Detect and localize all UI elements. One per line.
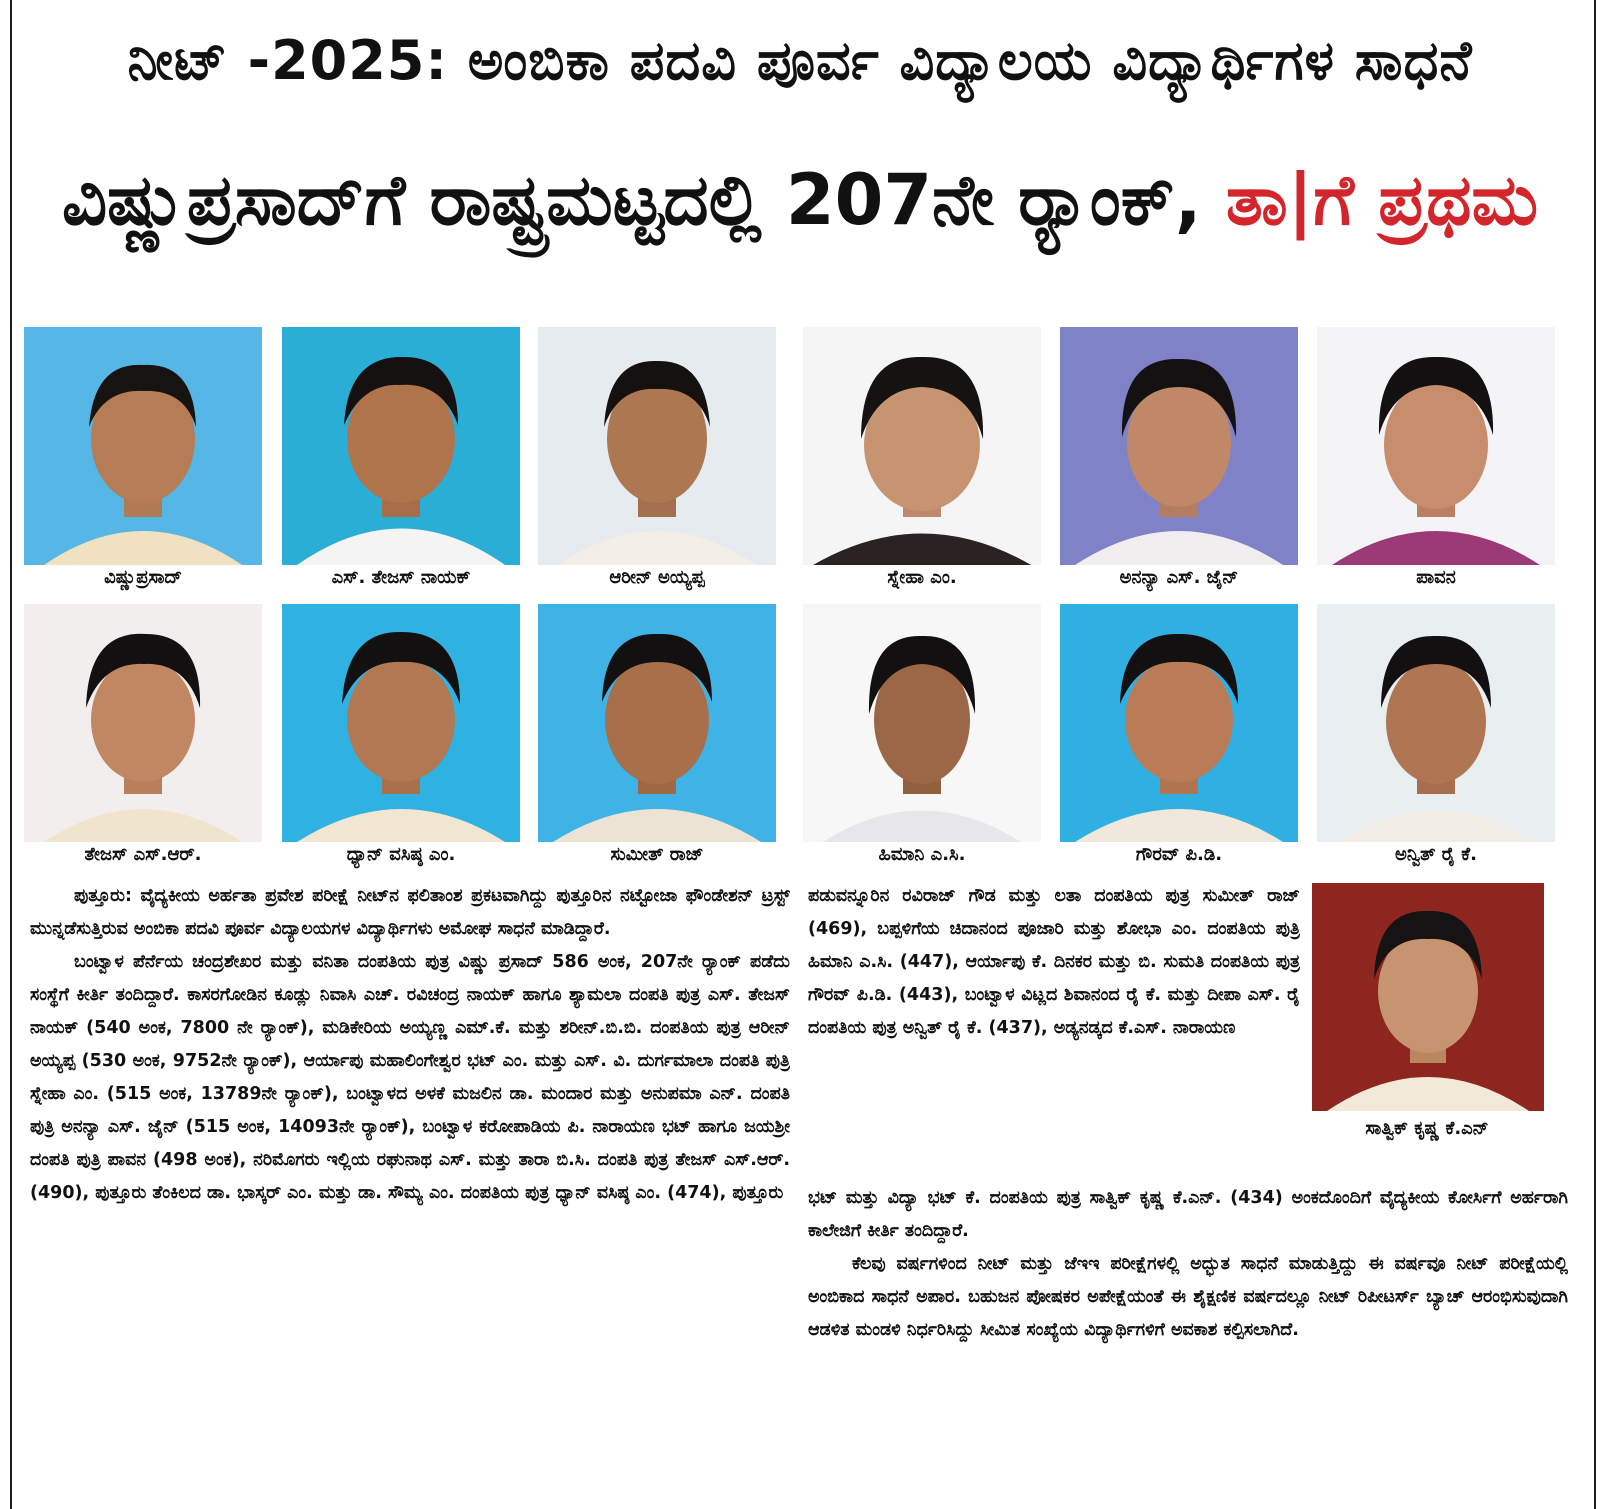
portrait-image — [282, 604, 520, 842]
headline-main-black: ವಿಷ್ಣುಪ್ರಸಾದ್‌ಗೆ ರಾಷ್ಟ್ರಮಟ್ಟದಲ್ಲಿ 207ನೇ ರ‍್ಯಾಂಕ್, — [61, 159, 1202, 241]
student-photo — [1317, 327, 1555, 565]
portrait-image — [1317, 327, 1555, 565]
portrait-image — [803, 327, 1041, 565]
portrait-image — [538, 604, 776, 842]
article-paragraph: ಪಡುವನ್ನೂರಿನ ರವಿರಾಜ್ ಗೌಡ ಮತ್ತು ಲತಾ ದಂಪತಿಯ ಪುತ್ರ ಸುಮೀತ್ ರಾಜ್ (469), ಬಪ್ಪಳಿಗೆಯ ಚಿದಾನಂದ ಪೂಜಾರಿ ಮತ್ತು ಶೋಭಾ ಎಂ. ದಂಪತಿಯ ಪುತ್ರಿ ಹಿಮಾನಿ ಎ.ಸಿ. (447), ಆರ್ಯಾಪು ಕೆ. ದಿನಕರ ಮತ್ತು ಬಿ. ಸುಮತಿ ದಂಪತಿಯ ಪುತ್ರ ಗೌರವ್ ಪಿ.ಡಿ. (443), ಬಂಟ್ವಾಳ ವಿಟ್ಲದ ಶಿವಾನಂದ ರೈ ಕೆ. ಮತ್ತು ದೀಪಾ ಎಸ್. ರೈ ದಂಪತಿಯ ಪುತ್ರ ಅನ್ವಿತ್ ರೈ ಕೆ. (437), ಅಡ್ಯನಡ್ಕದ ಕೆ.ಎಸ್. ನಾರಾಯಣ — [808, 886, 1300, 1038]
student-name-caption: ವಿಷ್ಣುಪ್ರಸಾದ್ — [104, 567, 182, 588]
student-photo — [803, 604, 1041, 842]
student-name-caption: ಗೌರವ್ ಪಿ.ಡಿ. — [1135, 844, 1223, 865]
student-name-caption: ಸುಮೀತ್ ರಾಜ್ — [610, 844, 704, 865]
featured-student-caption: ಸಾತ್ವಿಕ್ ಕೃಷ್ಣ ಕೆ.ಎನ್ — [1365, 1118, 1489, 1139]
article-paragraph: ಭಟ್ ಮತ್ತು ವಿದ್ಯಾ ಭಟ್ ಕೆ. ದಂಪತಿಯ ಪುತ್ರ ಸಾತ್ವಿಕ್ ಕೃಷ್ಣ ಕೆ.ಎನ್. (434) ಅಂಕದೊಂದಿಗೆ ವೈದ್ಯಕೀಯ ಕೋರ್ಸಿಗೆ ಅರ್ಹರಾಗಿ ಕಾಲೇಜಿಗೆ ಕೀರ್ತಿ ತಂದಿದ್ದಾರೆ. — [808, 1188, 1568, 1241]
article-paragraph: ಪುತ್ತೂರು: ವೈದ್ಯಕೀಯ ಅರ್ಹತಾ ಪ್ರವೇಶ ಪರೀಕ್ಷೆ ನೀಟ್‌ನ ಫಲಿತಾಂಶ ಪ್ರಕಟವಾಗಿದ್ದು ಪುತ್ತೂರಿನ ನಟ್ಟೋಜಾ ಫೌಂಡೇಶನ್ ಟ್ರಸ್ಟ್ ಮುನ್ನಡೆಸುತ್ತಿರುವ ಅಂಬಿಕಾ ಪದವಿ ಪೂರ್ವ ವಿದ್ಯಾಲಯಗಳ ವಿದ್ಯಾರ್ಥಿಗಳು ಅಮೋಘ ಸಾಧನೆ ಮಾಡಿದ್ದಾರೆ. — [30, 886, 790, 939]
left-border — [10, 0, 12, 1509]
student-name-caption: ಹಿಮಾನಿ ಎ.ಸಿ. — [878, 844, 966, 865]
article-column-left — [30, 880, 790, 1490]
headline-kicker: ನೀಟ್ -2025: ಅಂಬಿಕಾ ಪದವಿ ಪೂರ್ವ ವಿದ್ಯಾಲಯ ವಿದ್ಯಾರ್ಥಿಗಳ ಸಾಧನೆ — [127, 29, 1473, 92]
student-photo — [1317, 604, 1555, 842]
portrait-image — [1060, 327, 1298, 565]
student-name-caption: ಎಸ್. ತೇಜಸ್ ನಾಯಕ್ — [331, 567, 471, 588]
student-photo — [1060, 604, 1298, 842]
student-name-caption: ಧ್ಯಾನ್ ವಸಿಷ್ಠ ಎಂ. — [346, 844, 456, 865]
article-paragraph: ಕೆಲವು ವರ್ಷಗಳಿಂದ ನೀಟ್ ಮತ್ತು ಜೆಇಇ ಪರೀಕ್ಷೆಗಳಲ್ಲಿ ಅದ್ಭುತ ಸಾಧನೆ ಮಾಡುತ್ತಿದ್ದು ಈ ವರ್ಷವೂ ನೀಟ್ ಪರೀಕ್ಷೆಯಲ್ಲಿ ಅಂಬಿಕಾದ ಸಾಧನೆ ಅಪಾರ. ಬಹುಜನ ಪೋಷಕರ ಅಪೇಕ್ಷೆಯಂತೆ ಈ ಶೈಕ್ಷಣಿಕ ವರ್ಷದಲ್ಲೂ ನೀಟ್ ರಿಪೀಟರ್ಸ್ ಬ್ಯಾಚ್ ಆರಂಭಿಸುವುದಾಗಿ ಆಡಳಿತ ಮಂಡಳಿ ನಿರ್ಧರಿಸಿದ್ದು ಸೀಮಿತ ಸಂಖ್ಯೆಯ ವಿದ್ಯಾರ್ಥಿಗಳಿಗೆ ಅವಕಾಶ ಕಲ್ಪಿಸಲಾಗಿದೆ. — [808, 1254, 1568, 1340]
portrait-image — [282, 327, 520, 565]
portrait-image — [24, 327, 262, 565]
student-photo — [538, 604, 776, 842]
portrait-image — [1312, 883, 1544, 1111]
student-photo — [282, 327, 520, 565]
headline-main-red: ತಾ|ಗೆ ಪ್ರಥಮ — [1225, 159, 1539, 241]
portrait-image — [803, 604, 1041, 842]
student-photo — [24, 604, 262, 842]
student-name-caption: ಸ್ನೇಹಾ ಎಂ. — [887, 567, 957, 588]
student-name-caption: ಪಾವನ — [1416, 567, 1456, 588]
student-photo — [803, 327, 1041, 565]
headline-main — [30, 140, 1570, 260]
student-name-caption: ಆರೀನ್ ಅಯ್ಯಪ್ಪ — [609, 567, 705, 588]
portrait-image — [538, 327, 776, 565]
portrait-image — [1317, 604, 1555, 842]
featured-student-photo — [1312, 883, 1544, 1111]
article-paragraph: ಬಂಟ್ವಾಳ ಪೆರ್ನೆಯ ಚಂದ್ರಶೇಖರ ಮತ್ತು ವನಿತಾ ದಂಪತಿಯ ಪುತ್ರ ವಿಷ್ಣು ಪ್ರಸಾದ್ 586 ಅಂಕ, 207ನೇ ರ‍್ಯಾಂಕ್ ಪಡೆದು ಸಂಸ್ಥೆಗೆ ಕೀರ್ತಿ ತಂದಿದ್ದಾರೆ. ಕಾಸರಗೋಡಿನ ಕೂಡ್ಲು ನಿವಾಸಿ ಎಚ್. ರವಿಚಂದ್ರ ನಾಯಕ್ ಹಾಗೂ ಶ್ಯಾಮಲಾ ದಂಪತಿ ಪುತ್ರ ಎಸ್. ತೇಜಸ್ ನಾಯಕ್ (540 ಅಂಕ, 7800 ನೇ ರ‍್ಯಾಂಕ್), ಮಡಿಕೇರಿಯ ಅಯ್ಯಣ್ಣ ಎಮ್.ಕೆ. ಮತ್ತು ಶರೀನ್.ಬಿ.ಬಿ. ದಂಪತಿಯ ಪುತ್ರ ಆರೀನ್ ಅಯ್ಯಪ್ಪ (530 ಅಂಕ, 9752ನೇ ರ‍್ಯಾಂಕ್), ಆರ್ಯಾಪು ಮಹಾಲಿಂಗೇಶ್ವರ ಭಟ್ ಎಂ. ಮತ್ತು ಎಸ್. ವಿ. ದುರ್ಗಮಾಲಾ ದಂಪತಿ ಪುತ್ರಿ ಸ್ನೇಹಾ ಎಂ. (515 ಅಂಕ, 13789ನೇ ರ‍್ಯಾಂಕ್), ಬಂಟ್ವಾಳದ ಅಳಕೆ ಮಜಲಿನ ಡಾ. ಮಂದಾರ ಮತ್ತು ಅನುಪಮಾ ಎನ್. ದಂಪತಿ ಪುತ್ರಿ ಅನನ್ಯಾ ಎಸ್. ಜೈನ್ (515 ಅಂಕ, 14093ನೇ ರ‍್ಯಾಂಕ್), ಬಂಟ್ವಾಳ ಕರೋಪಾಡಿಯ ಪಿ. ನಾರಾಯಣ ಭಟ್ ಹಾಗೂ ಜಯಶ್ರೀ ದಂಪತಿ ಪುತ್ರಿ ಪಾವನ (498 ಅಂಕ), ನರಿಮೊಗರು ಇಲ್ಲಿಯ ರಘುನಾಥ ಎಸ್. ಮತ್ತು ತಾರಾ ಬಿ.ಸಿ. ದಂಪತಿ ಪುತ್ರ ತೇಜಸ್ ಎಸ್.ಆರ್. (490), ಪುತ್ತೂರು ತೆಂಕಿಲದ ಡಾ. ಭಾಸ್ಕರ್ ಎಂ. ಮತ್ತು ಡಾ. ಸೌಮ್ಯ ಎಂ. ದಂಪತಿಯ ಪುತ್ರ ಧ್ಯಾನ್ ವಸಿಷ್ಠ ಎಂ. (474), ಪುತ್ತೂರು — [30, 952, 790, 1203]
article-column-middle — [808, 880, 1300, 1180]
portrait-image — [24, 604, 262, 842]
student-name-caption: ತೇಜಸ್ ಎಸ್.ಆರ್. — [84, 844, 202, 865]
right-border — [1594, 0, 1596, 1509]
student-photo — [1060, 327, 1298, 565]
student-photo — [24, 327, 262, 565]
student-name-caption: ಅನ್ವಿತ್ ರೈ ಕೆ. — [1395, 844, 1477, 865]
student-photo — [282, 604, 520, 842]
student-photo — [538, 327, 776, 565]
student-name-caption: ಅನನ್ಯಾ ಎಸ್. ಜೈನ್ — [1119, 567, 1239, 588]
article-column-right — [808, 1182, 1568, 1492]
portrait-image — [1060, 604, 1298, 842]
